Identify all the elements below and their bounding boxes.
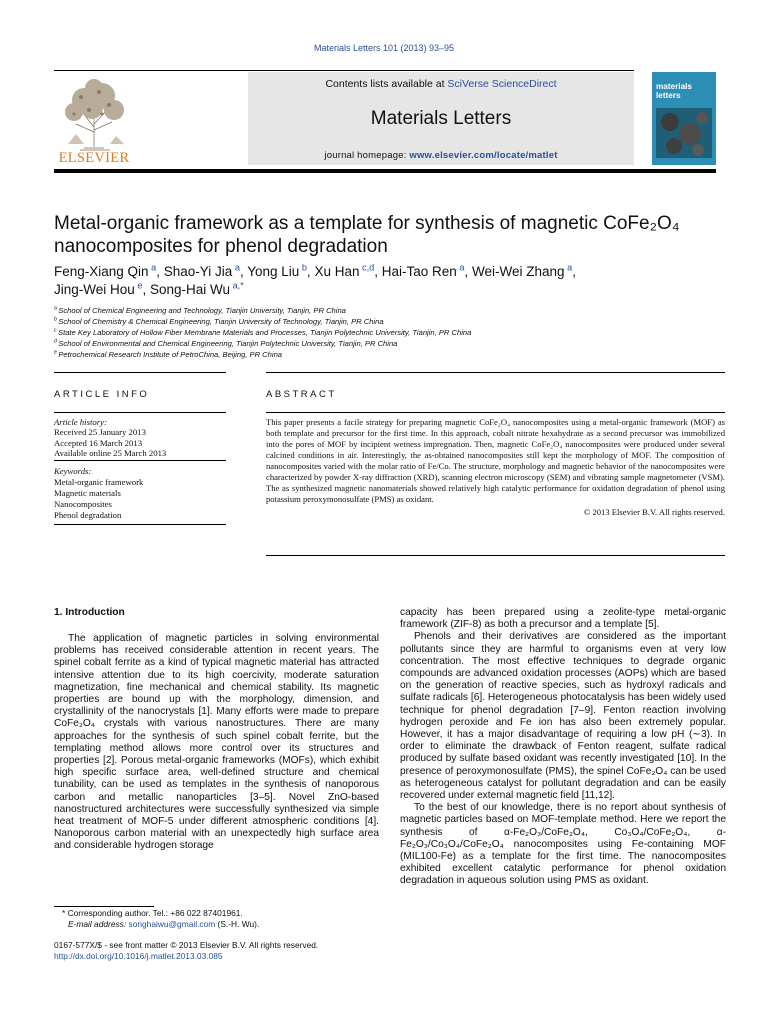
author-affiliation-mark[interactable]: a	[456, 262, 465, 273]
journal-cover-thumbnail[interactable]	[652, 72, 716, 165]
author-affiliation-mark[interactable]: a,*	[230, 280, 244, 291]
cover-image	[652, 106, 716, 165]
email-label: E-mail address:	[68, 919, 127, 929]
sciencedirect-link[interactable]: SciVerse ScienceDirect	[447, 78, 557, 90]
author-separator: ,	[142, 282, 150, 297]
author-name: Hai-Tao Ren	[381, 264, 457, 279]
keyword-item: Phenol degradation	[54, 509, 122, 520]
author-name: Wei-Wei Zhang	[472, 264, 565, 279]
article-info-top-rule	[54, 412, 226, 413]
history-received: Received 25 January 2013	[54, 427, 146, 438]
article-title-line-2: nanocomposites for phenol degradation	[54, 236, 388, 257]
email-suffix: (S.-H. Wu).	[215, 919, 260, 929]
abstract-body	[266, 417, 725, 518]
keywords-label: Keywords:	[54, 466, 92, 476]
author-separator: ,	[156, 264, 164, 279]
cover-title: materials letters	[656, 82, 692, 100]
affiliation-mark: c	[54, 327, 59, 334]
corresponding-author: * Corresponding author. Tel.: +86 022 87401961.	[62, 908, 243, 918]
author-separator: ,	[306, 264, 315, 279]
author-affiliation-mark[interactable]: a	[148, 262, 157, 273]
author-name: Feng-Xiang Qin	[54, 264, 149, 279]
homepage-prefix: journal homepage:	[324, 150, 410, 161]
keywords-bottom-rule	[54, 524, 226, 525]
author-separator: ,	[464, 264, 472, 279]
journal-homepage-line	[248, 150, 634, 161]
affiliation-item	[54, 327, 614, 338]
affiliations	[54, 305, 614, 360]
affiliation-item	[54, 305, 614, 316]
affiliation-mark: d	[54, 338, 59, 345]
affiliation-mark: a	[54, 305, 59, 312]
article-title-line-1: Metal-organic framework as a template for synthesis of magnetic CoFe₂O₄	[54, 213, 680, 234]
intro-paragraph-3: To the best of our knowledge, there is no report about synthesis of magnetic particles based on MOF-template method. Here we report the synthesis of α-Fe₂O₃/CoFe₂O₄, Co₃O₄/CoFe₂O₄, α-Fe₂O₃/Co₃O₄/CoFe₂O₄ nanocomposites using Fe-containing MOF (MIL100-Fe) as a template for the first time. The nanocomposites exhibited excellent catalytic performance for phenol oxidation degradation in aqueous solution using PMS as oxidant.	[400, 802, 726, 887]
author-affiliation-mark[interactable]: b	[299, 262, 307, 273]
email-line	[54, 919, 374, 930]
affiliation-mark: b	[54, 316, 59, 323]
affiliation-item	[54, 349, 614, 360]
author-affiliation-mark[interactable]: a	[564, 262, 573, 273]
author-separator: ,	[239, 264, 248, 279]
intro-paragraph-1-cont: capacity has been prepared using a zeolite-type metal-organic framework (ZIF-8) as both a precursor and a template [5].	[400, 607, 726, 631]
author-name: Yong Liu	[247, 264, 300, 279]
author-name: Shao-Yi Jia	[163, 264, 233, 279]
keyword-item: Nanocomposites	[54, 498, 112, 509]
journal-title: Materials Letters	[370, 108, 512, 129]
issn-doi	[54, 940, 454, 962]
affiliation-text: School of Environmental and Chemical Engineering, Tianjin Polytechnic University, Tianjin, PR China	[58, 339, 398, 348]
history-online: Available online 25 March 2013	[54, 447, 167, 458]
contents-lists-line	[248, 78, 634, 90]
affiliation-text: School of Chemistry & Chemical Engineering, Tianjin University of Technology, Tianjin, PR China	[58, 317, 384, 326]
article-info-heading: ARTICLE INFO	[54, 389, 150, 400]
footnote-rule	[54, 906, 154, 907]
affiliation-text: Petrochemical Research Institute of PetroChina, Beijing, PR China	[58, 350, 283, 359]
keywords	[54, 466, 226, 521]
article-info-rule	[54, 372, 226, 373]
affiliation-item	[54, 316, 614, 327]
contents-prefix: Contents lists available at	[325, 78, 448, 90]
keyword-item: Metal-organic framework	[54, 476, 144, 487]
author-name: Jing-Wei Hou	[54, 282, 135, 297]
intro-paragraph-2: Phenols and their derivatives are considered as the important pollutants since they are harmful to organisms even at very low concentration. The most effective techniques to degrade organic compounds are advanced oxidation processes (AOPs) which are based on the generation of reactive species, such as hydroxyl radicals and sulfate radicals [6]. Heterogeneous photocatalysis has been widely used technique for phenol degradation [7–9]. Fenton reaction involving hydrogen peroxide and Fe ion has also been extremely popular. However, it has a major disadvantage of requiring a low pH (∼3). In order to eliminate the drawback of Fenton reagent, sulfate radical produced by sulfate based oxidant was recently investigated [10]. In the presence of peroxymonosulfate (PMS), the spinel CoFe₂O₄ can be used as heterogeneous catalyst for pollutant degradation and can be easily recovered under external magnetic field [11,12].	[400, 631, 726, 802]
abstract-text: This paper presents a facile strategy for preparing magnetic CoFe₂O₄ nanocomposites using a metal-organic framework (MOF) as both template and precursor for the first time. In this approach, cobalt nitrate hexahydrate as a second precursor was immobilized into the pores of MOF by incipient wetness impregnation. Then, magnetic CoFe₂O₄ nanocomposites were produced under several calcined conditions in air. Interestingly, the as-obtained nanocomposites still kept the morphology of MOF. The composition of nanocomposites varied with the molar ratio of Fe/Co. The structure, morphology and magnetic behavior of the nanocomposites were characterized by powder X-ray diffraction (XRD), scanning electron microscopy (SEM) and vibrating sample magnetometer (VSM). The as synthesized magnetic nanomaterials showed relatively high catalytic performance for oxidation degradation of phenol using potassium peroxymonosulfate (PMS) as oxidant.	[266, 417, 725, 504]
homepage-link[interactable]: www.elsevier.com/locate/matlet	[409, 150, 558, 161]
author-separator: ,	[374, 264, 382, 279]
header-top-rule	[54, 70, 634, 71]
abstract-copyright: © 2013 Elsevier B.V. All rights reserved.	[583, 507, 725, 517]
author-name: Song-Hai Wu	[149, 282, 231, 297]
header-thick-rule	[54, 169, 716, 173]
author-name: Xu Han	[314, 264, 360, 279]
abstract-rule	[266, 372, 725, 373]
email-link[interactable]: songhaiwu@gmail.com	[128, 919, 216, 929]
journal-reference[interactable]: Materials Letters 101 (2013) 93–95	[313, 43, 455, 53]
author-affiliation-mark[interactable]: e	[134, 280, 143, 291]
author-affiliation-mark[interactable]: a	[232, 262, 240, 273]
affiliation-item	[54, 338, 614, 349]
author-separator: ,	[572, 264, 576, 279]
history-accepted: Accepted 16 March 2013	[54, 437, 143, 448]
publisher-name: ELSEVIER	[58, 150, 130, 166]
keyword-item: Magnetic materials	[54, 487, 121, 498]
article-history	[54, 417, 226, 458]
affiliation-text: State Key Laboratory of Hollow Fiber Membrane Materials and Processes, Tianjin Polytechnic University, Tianjin, PR China	[58, 328, 472, 337]
abstract-heading: ABSTRACT	[266, 389, 337, 400]
history-label: Article history:	[54, 417, 107, 427]
intro-heading: 1. Introduction	[54, 607, 125, 618]
affiliation-text: School of Chemical Engineering and Technology, Tianjin University, Tianjin, PR China	[58, 306, 346, 315]
author-list	[54, 263, 704, 299]
doi-link[interactable]: http://dx.doi.org/10.1016/j.matlet.2013.03.085	[54, 951, 223, 961]
intro-right-column	[400, 607, 726, 888]
article-title	[54, 212, 704, 258]
affiliation-mark: e	[54, 349, 59, 356]
intro-left-column	[54, 633, 379, 853]
author-affiliation-mark[interactable]: c,d	[359, 262, 375, 273]
footnotes	[54, 908, 374, 930]
issn-line: 0167-577X/$ - see front matter © 2013 Elsevier B.V. All rights reserved.	[54, 940, 319, 950]
keywords-rule	[54, 460, 226, 461]
intro-paragraph-1: The application of magnetic particles in solving environmental problems has received considerable attention in recent years. The spinel cobalt ferrite as a kind of typical magnetic material has attracted intensive attention due to its high coercivity, moderate saturation magnetization, fine mechanical and chemical stability. Its magnetic properties are bound up with the morphology, dimension, and crystallinity of the nanocrystals [1]. Many efforts were made to prepare CoFe₂O₄ crystals with various nanostructures. There are many approaches for the synthesis of such spinel cobalt ferrite, but the templating method allows more control over its structures and properties [2]. Porous metal-organic frameworks (MOFs), which exhibit high specific surface area, well-defined structure and chemical tunability, can be used as templates in the synthesis of nanoporous carbon and metallic nanoparticles [3–5]. Novel ZnO-based nanostructured architectures were successfully synthesized via simple heat treatment of MOF-5 under different atmospheric conditions [4]. Nanoporous carbon material with an unexpectedly high surface area and considerable hydrogen storage	[54, 633, 379, 852]
